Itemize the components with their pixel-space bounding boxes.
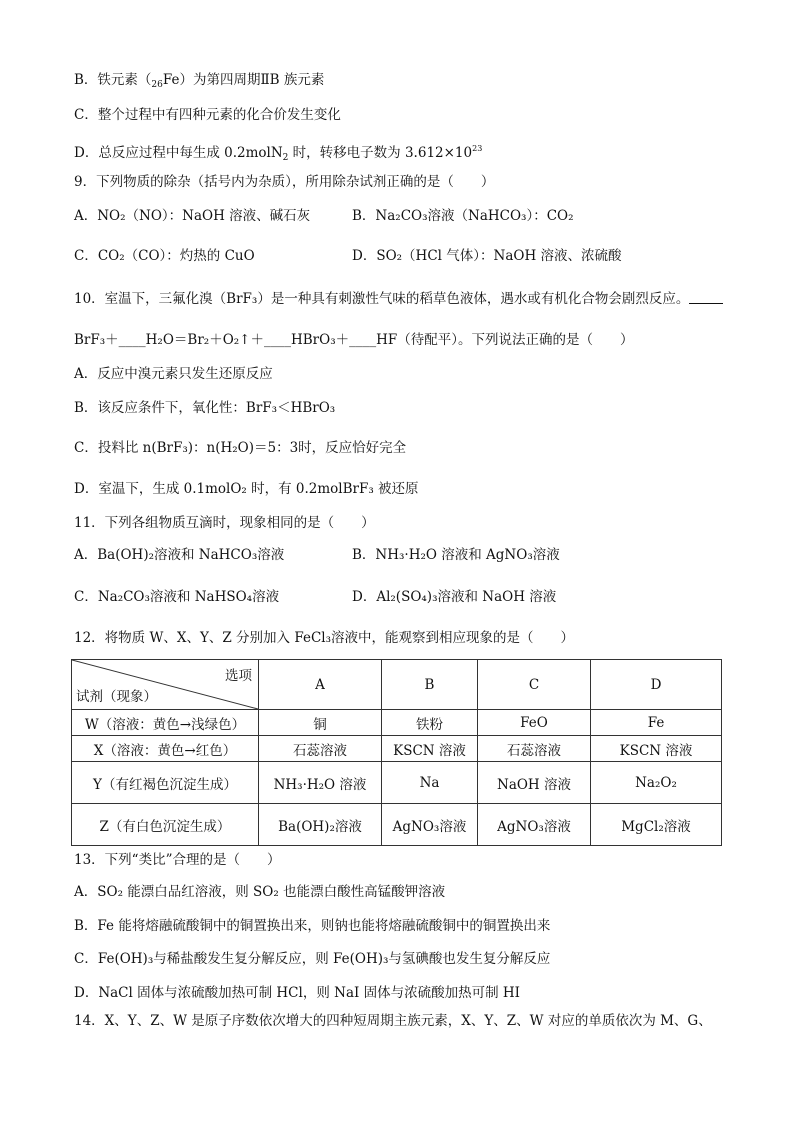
q12-stem: 12．将物质 W、X、Y、Z 分别加入 FeCl₃溶液中，能观察到相应现象的是（ ） xyxy=(74,630,575,646)
table-cell: Fe xyxy=(591,710,722,736)
q10-option-d: D．室温下，生成 0.1molO₂ 时，有 0.2molBrF₃ 被还原 xyxy=(74,481,419,497)
q11-stem: 11．下列各组物质互滴时，现象相同的是（ ） xyxy=(74,515,375,531)
q8-option-c: C．整个过程中有四种元素的化合价发生变化 xyxy=(74,107,341,123)
table-cell: 石蕊溶液 xyxy=(259,736,382,762)
row-label: W（溶液：黄色→浅绿色） xyxy=(72,710,259,736)
table-row xyxy=(72,804,722,846)
q11-option-d: D．Al₂(SO₄)₃溶液和 NaOH 溶液 xyxy=(352,589,557,605)
row-label: Y（有红褐色沉淀生成） xyxy=(72,762,259,804)
q13-option-b: B．Fe 能将熔融硫酸铜中的铜置换出来，则钠也能将熔融硫酸铜中的铜置换出来 xyxy=(74,918,551,934)
table-corner-cell xyxy=(72,660,259,710)
table-cell: KSCN 溶液 xyxy=(382,736,478,762)
q11-option-a: A．Ba(OH)₂溶液和 NaHCO₃溶液 xyxy=(74,547,285,563)
q10-option-b: B．该反应条件下，氧化性：BrF₃＜HBrO₃ xyxy=(74,400,336,416)
table-cell: AgNO₃溶液 xyxy=(382,804,478,846)
table-cell: 石蕊溶液 xyxy=(478,736,591,762)
table-cell: AgNO₃溶液 xyxy=(478,804,591,846)
q10-stem: 10．室温下，三氟化溴（BrF₃）是一种具有刺激性气味的稻草色液体，遇水或有机化合物会剧烈反应。 xyxy=(74,289,723,309)
q13-option-c: C．Fe(OH)₃与稀盐酸发生复分解反应，则 Fe(OH)₃与氢碘酸也发生复分解反应 xyxy=(74,951,551,967)
table-row xyxy=(72,762,722,804)
q14-stem: 14．X、Y、Z、W 是原子序数依次增大的四种短周期主族元素，X、Y、Z、W 对应的单质依次为 M、G、 xyxy=(74,1013,712,1029)
header-a: A xyxy=(259,660,382,710)
table-cell: 铜 xyxy=(259,710,382,736)
table-cell: 铁粉 xyxy=(382,710,478,736)
table-cell: FeO xyxy=(478,710,591,736)
table-cell: NH₃·H₂O 溶液 xyxy=(259,762,382,804)
q9-stem: 9．下列物质的除杂（括号内为杂质），所用除杂试剂正确的是（ ） xyxy=(74,174,495,190)
row-label: X（溶液：黄色→红色） xyxy=(72,736,259,762)
q9-option-a: A．NO₂（NO）：NaOH 溶液、碱石灰 xyxy=(74,208,311,224)
q11-option-c: C．Na₂CO₃溶液和 NaHSO₄溶液 xyxy=(74,589,280,605)
q10-option-c: C．投料比 n(BrF₃)：n(H₂O)＝5：3时，反应恰好完全 xyxy=(74,440,407,456)
fill-blank xyxy=(689,291,723,304)
header-b: B xyxy=(382,660,478,710)
q9-option-d: D．SO₂（HCl 气体）：NaOH 溶液、浓硫酸 xyxy=(352,248,622,264)
table-cell: Ba(OH)₂溶液 xyxy=(259,804,382,846)
q10-option-a: A．反应中溴元素只发生还原反应 xyxy=(74,366,273,382)
table-cell: Na₂O₂ xyxy=(591,762,722,804)
q9-option-b: B．Na₂CO₃溶液（NaHCO₃）：CO₂ xyxy=(352,208,574,224)
row-label: Z（有白色沉淀生成） xyxy=(72,804,259,846)
options-table xyxy=(71,659,722,846)
table-cell: KSCN 溶液 xyxy=(591,736,722,762)
table-cell: NaOH 溶液 xyxy=(478,762,591,804)
table-cell: Na xyxy=(382,762,478,804)
corner-top-label: 选项 xyxy=(225,668,252,684)
corner-bottom-label: 试剂（现象） xyxy=(76,689,157,705)
table-row xyxy=(72,710,722,736)
q11-option-b: B．NH₃·H₂O 溶液和 AgNO₃溶液 xyxy=(352,547,560,563)
q10-equation: BrF₃＋____H₂O＝Br₂＋O₂↑＋____HBrO₃＋____HF（待配平）。下列说法正确的是（ ） xyxy=(74,332,634,348)
q8-option-d: D．总反应过程中每生成 0.2molN$_2$ 时，转移电子数为 $3.612\times 10^{23}$ xyxy=(74,144,483,163)
q8-option-b: B．铁元素$(_{26}Fe)$为第四周期ⅡB 族元素 xyxy=(74,72,325,90)
q9-option-c: C．CO₂（CO）：灼热的 CuO xyxy=(74,248,255,264)
q13-option-d: D．NaCl 固体与浓硫酸加热可制 HCl，则 NaI 固体与浓硫酸加热可制 HI xyxy=(74,985,521,1001)
table-header-row xyxy=(72,660,722,710)
header-d: D xyxy=(591,660,722,710)
table-row xyxy=(72,736,722,762)
header-c: C xyxy=(478,660,591,710)
table-cell: MgCl₂溶液 xyxy=(591,804,722,846)
q13-option-a: A．SO₂ 能漂白品红溶液，则 SO₂ 也能漂白酸性高锰酸钾溶液 xyxy=(74,884,446,900)
q13-stem: 13．下列“类比”合理的是（ ） xyxy=(74,852,281,868)
